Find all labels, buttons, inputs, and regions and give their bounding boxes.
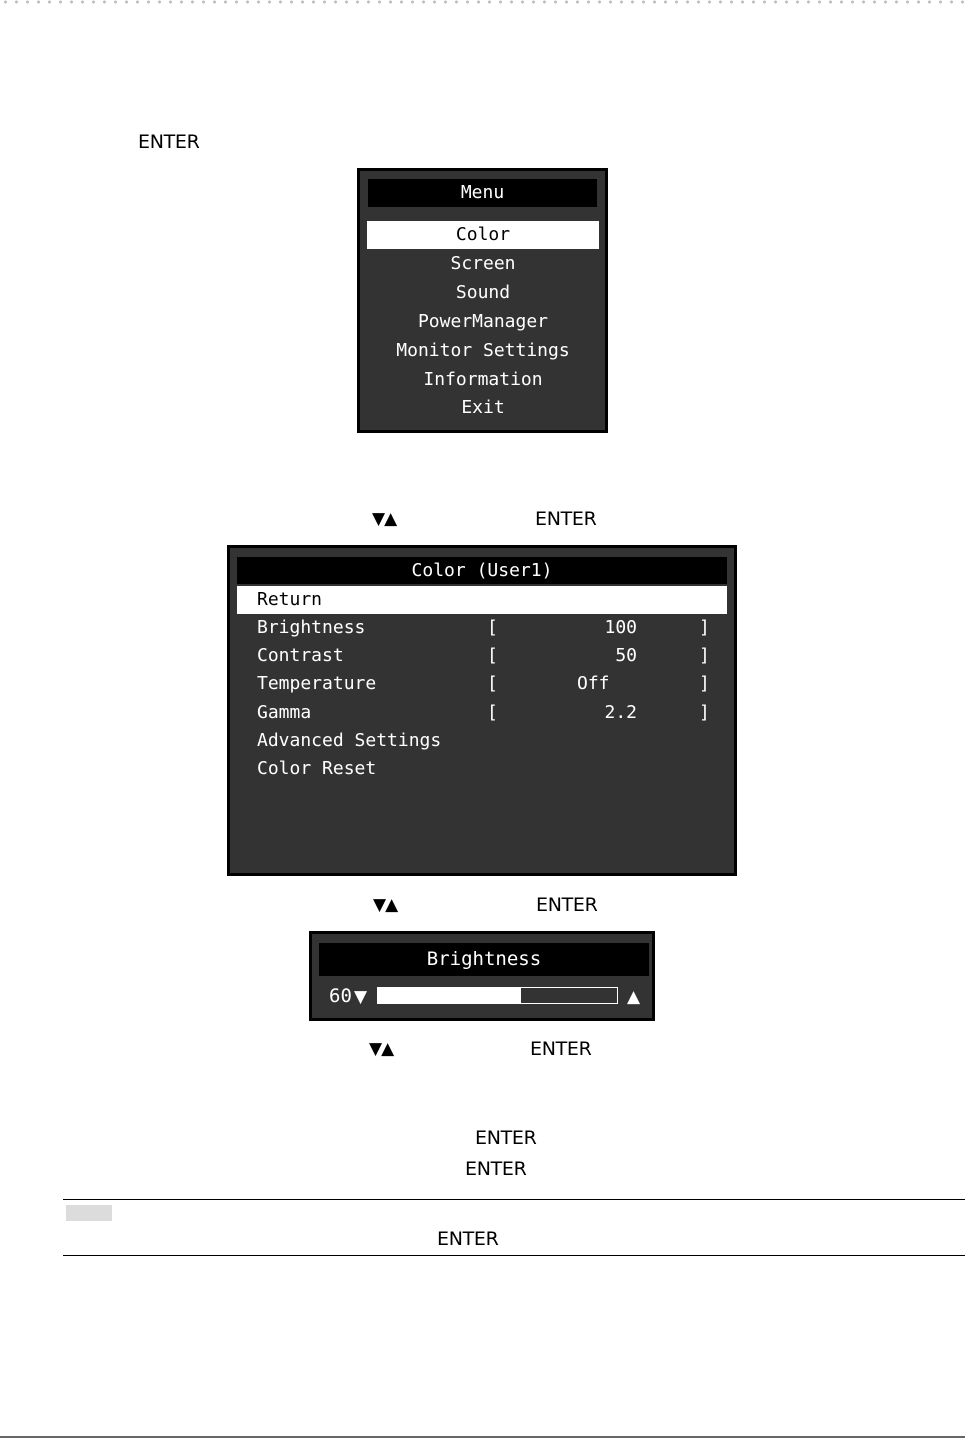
color-row-temperature[interactable] — [237, 670, 727, 698]
left-bracket: [ — [487, 645, 498, 666]
top-dotted-border — [0, 0, 965, 4]
arrow-keys-label: ▼▲ — [373, 895, 398, 915]
menu-item-monitor-settings[interactable]: Monitor Settings — [396, 340, 570, 361]
row-label: Gamma — [257, 702, 312, 723]
color-row-advanced-settings[interactable] — [237, 727, 727, 755]
color-row-brightness[interactable] — [237, 614, 727, 642]
right-bracket: ] — [699, 617, 710, 638]
color-row-contrast[interactable] — [237, 642, 727, 670]
note-top-rule — [63, 1199, 965, 1200]
brightness-slider-fill — [378, 988, 521, 1003]
menu-item-color[interactable]: Color — [367, 221, 599, 249]
main-menu-osd — [357, 168, 608, 433]
note-bottom-rule — [63, 1255, 965, 1256]
menu-item-sound[interactable]: Sound — [455, 282, 511, 303]
brightness-title: Brightness — [319, 943, 649, 976]
menu-item-exit[interactable]: Exit — [461, 397, 505, 418]
row-label: Brightness — [257, 617, 366, 638]
arrow-keys-label: ▼▲ — [372, 509, 397, 529]
left-bracket: [ — [487, 702, 498, 723]
color-menu-title: Color (User1) — [237, 557, 727, 584]
left-bracket: [ — [487, 617, 498, 638]
enter-key-label: ENTER — [530, 1038, 592, 1060]
right-bracket: ] — [699, 645, 710, 666]
arrow-up-icon[interactable]: ▲ — [627, 987, 641, 1007]
enter-key-label: ENTER — [437, 1228, 499, 1250]
color-row-color-reset[interactable] — [237, 755, 727, 783]
row-label: Color Reset — [257, 758, 377, 779]
menu-item-screen[interactable]: Screen — [450, 253, 516, 274]
row-label: Advanced Settings — [257, 730, 442, 751]
enter-key-label: ENTER — [475, 1127, 537, 1149]
arrow-down-icon[interactable]: ▼ — [354, 987, 368, 1007]
menu-title: Menu — [368, 179, 597, 207]
enter-key-label: ENTER — [465, 1158, 527, 1180]
enter-key-label: ENTER — [536, 894, 598, 916]
row-label: Contrast — [257, 645, 344, 666]
page-bottom-rule — [0, 1436, 965, 1438]
menu-item-powermanager[interactable]: PowerManager — [417, 311, 549, 332]
row-value: Off — [577, 673, 610, 694]
note-tag — [66, 1205, 112, 1221]
row-value: 50 — [615, 645, 637, 666]
left-bracket: [ — [487, 673, 498, 694]
color-menu-osd — [227, 545, 737, 876]
row-label: Temperature — [257, 673, 377, 694]
enter-key-label: ENTER — [535, 508, 597, 530]
color-row-gamma[interactable] — [237, 699, 727, 727]
brightness-slider[interactable] — [377, 987, 618, 1004]
menu-item-information[interactable]: Information — [423, 369, 543, 390]
right-bracket: ] — [699, 673, 710, 694]
color-row-return[interactable] — [237, 586, 727, 614]
row-value: 2.2 — [604, 702, 637, 723]
brightness-value: 60 — [329, 985, 352, 1007]
arrow-keys-label: ▼▲ — [369, 1039, 394, 1059]
row-label: Return — [257, 589, 323, 610]
enter-key-label: ENTER — [138, 131, 200, 153]
right-bracket: ] — [699, 702, 710, 723]
row-value: 100 — [604, 617, 637, 638]
brightness-dialog-osd — [309, 931, 655, 1021]
